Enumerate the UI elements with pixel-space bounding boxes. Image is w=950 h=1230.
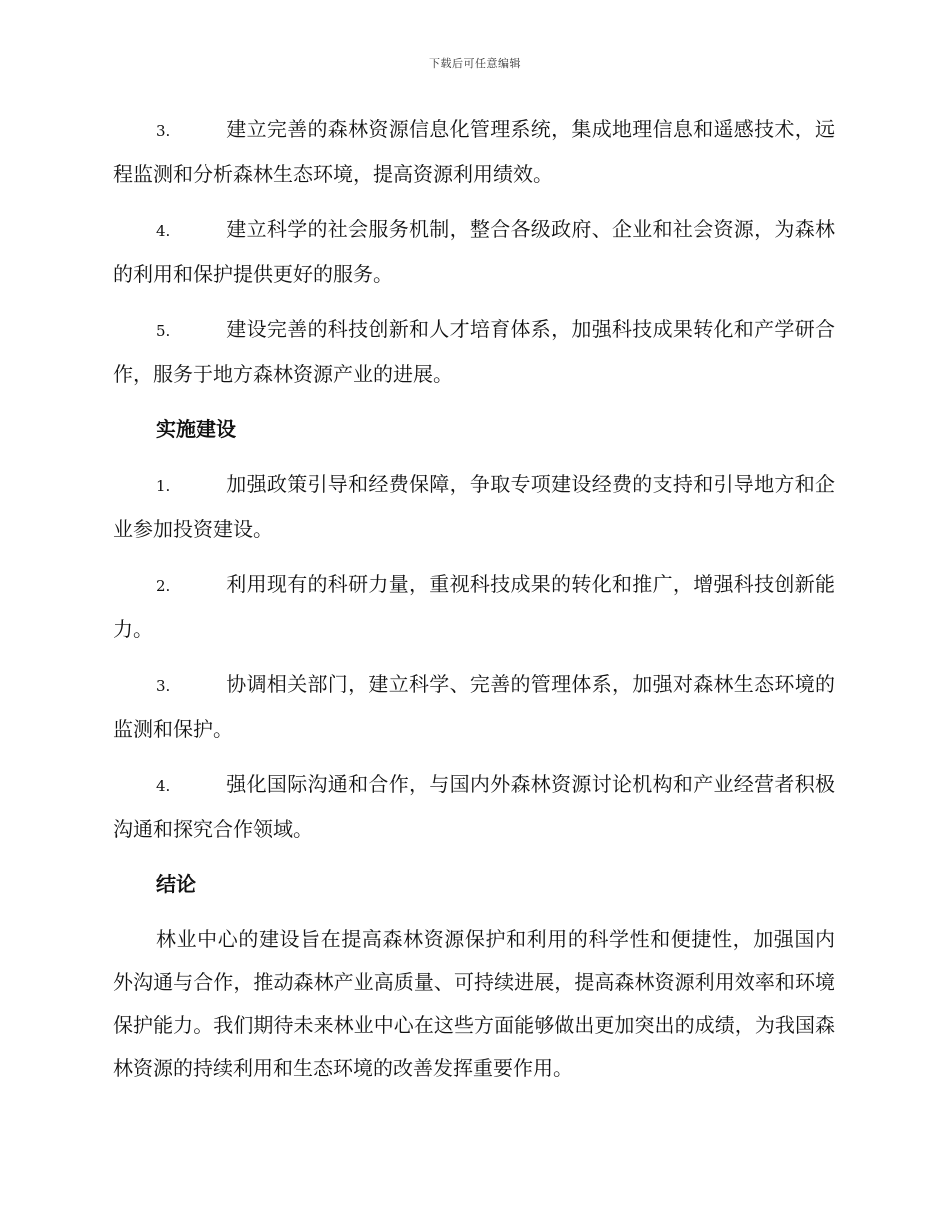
list-item (113, 463, 835, 551)
list-item-text: 强化国际沟通和合作，与国内外森林资源讨论机构和产业经营者积极沟通和探究合作领域。 (113, 772, 835, 841)
document-body (113, 108, 835, 1090)
list-item-number: 1. (156, 477, 171, 495)
list-item-number: 2. (156, 577, 171, 595)
list-item-text: 建设完善的科技创新和人才培育体系，加强科技成果转化和产学研合作，服务于地方森林资源产业的进展。 (113, 317, 835, 386)
section-heading-implementation: 实施建设 (156, 417, 236, 441)
list-item-text: 建立完善的森林资源信息化管理系统，集成地理信息和遥感技术，远程监测和分析森林生态环境，提高资源利用绩效。 (113, 117, 835, 186)
list-item (113, 208, 835, 296)
list-item (113, 763, 835, 851)
list-item (113, 108, 835, 196)
list-item (113, 663, 835, 751)
list-item-number: 5. (156, 322, 171, 340)
list-item-number: 4. (156, 777, 171, 795)
list-item (113, 308, 835, 396)
section-heading-conclusion: 结论 (156, 872, 196, 896)
list-item-number: 3. (156, 122, 171, 140)
list-item-text: 利用现有的科研力量，重视科技成果的转化和推广，增强科技创新能力。 (113, 572, 835, 641)
list-item-number: 3. (156, 677, 171, 695)
list-item-text: 协调相关部门，建立科学、完善的管理体系，加强对森林生态环境的监测和保护。 (113, 672, 835, 741)
page-header: 下载后可任意编辑 (429, 57, 521, 70)
list-item-number: 4. (156, 222, 171, 240)
list-item-text: 建立科学的社会服务机制，整合各级政府、企业和社会资源，为森林的利用和保护提供更好的服务。 (113, 217, 835, 286)
conclusion-paragraph: 林业中心的建设旨在提高森林资源保护和利用的科学性和便捷性，加强国内外沟通与合作，推动森林产业高质量、可持续进展，提高森林资源利用效率和环境保护能力。我们期待未来林业中心在这些方面能够做出更加突出的成绩，为我国森林资源的持续利用和生态环境的改善发挥重要作用。 (113, 927, 835, 1080)
list-item (113, 563, 835, 651)
list-item-text: 加强政策引导和经费保障，争取专项建设经费的支持和引导地方和企业参加投资建设。 (113, 472, 835, 541)
